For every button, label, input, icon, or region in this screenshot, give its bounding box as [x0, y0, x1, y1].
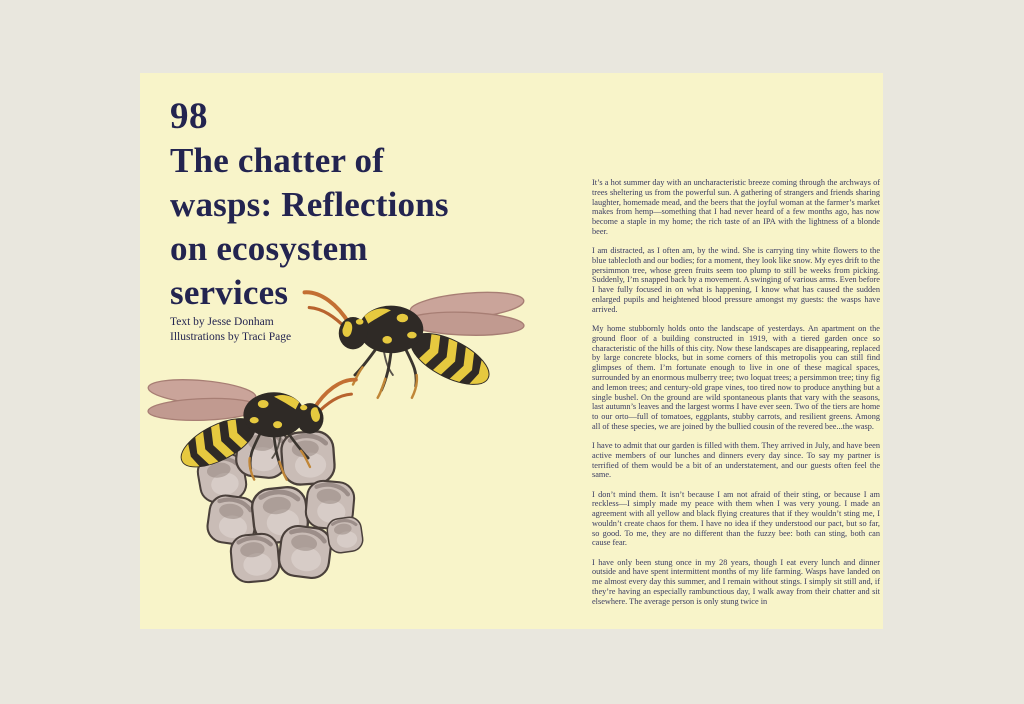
title-line-2: wasps: Reflections: [170, 185, 449, 224]
illustration-credit: Illustrations by Traci Page: [170, 331, 292, 343]
body-paragraph: I have to admit that our garden is filled with them. They arrived in July, and have been active members of our lunches and dinners every day since. To say my partner is terrified of them would be a bit of an understatement, and our guests often feel the same.: [592, 441, 880, 480]
body-paragraph: My home stubbornly holds onto the landscape of yesterdays. An apartment on the ground floor of a building constructed in 1919, with a tiered garden once so characteristic of the hills of this city. Now these landscapes are disappearing, replaced by large concrete blocks, but in some corners of this metropolis you can still find glimpses of them. I’m fortunate enough to live in one of these magical spaces, surrounded by an enormous mulberry tree; two loquat trees; a persimmon tree; tiny fig and lemon trees; and century-old grape vines, too tired now to produce anything but a single bushel. On the ground are wild spontaneous plants that vary with the seasons, last autumn’s leaves and the largest worms I have ever seen. Two of the tiers are home to our orto—full of tomatoes, eggplants, stubby carrots, and resilient greens. Among all of these species, we are joined by the bullied cousin of the revered bee...the wasp.: [592, 323, 880, 431]
title-line-1: The chatter of: [170, 141, 385, 180]
body-paragraph: I am distracted, as I often am, by the wind. She is carrying tiny white flowers to the blue tablecloth and our bodies; for a moment, they look like snow. My eyes drift to the persimmon tree, whose green fruits seem too plump to still be weeks from picking. Suddenly, I’m snapped back by a movement. A swinging of various arms. Even before I have fully focused in on what is happening, I know what has caused the sudden enlarged pupils and heightened blood pressure amongst my guests: the wasps have arrived.: [592, 246, 880, 314]
article-body: [592, 178, 880, 616]
body-paragraph: I have only been stung once in my 28 years, though I eat every lunch and dinner outside and have spent intermittent months of my life farming. Wasps have landed on me almost every day this summer, and I remain without stings. I simply sit still and, if they’re having an especially rambunctious day, I walk away from their chatter and sit elsewhere. The average person is only stung twice in: [592, 557, 880, 606]
body-paragraph: It’s a hot summer day with an uncharacteristic breeze coming through the archways of trees sheltering us from the powerful sun. A gathering of strangers and friends sharing laughter, homemade mead, and the beers that the joyful woman at the farmer’s market makes from hemp—something that I had never heard of a few months ago, has now become a staple in my home; the rich taste of an IPA with the lightness of a blonde beer.: [592, 178, 880, 236]
wasp-illustration: [140, 283, 560, 595]
page-number: 98: [170, 96, 208, 137]
flying-wasp-illustration: [305, 288, 525, 397]
title-line-3: on ecosystem: [170, 229, 368, 268]
magazine-page: [140, 73, 883, 629]
body-paragraph: I don’t mind them. It isn’t because I am not afraid of their sting, or because I am reckless—I simply made my peace with them when I was very young. I made an agreement with all yellow and black flying creatures that if they wouldn’t sting me, I wouldn’t create chaos for them. I have no idea if they understood our pact, but so far, so good. To me, they are no different than the fuzzy bee: both can sting, both can cause fear.: [592, 489, 880, 548]
text-credit: Text by Jesse Donham: [170, 316, 274, 328]
title-line-4: services: [170, 273, 289, 312]
